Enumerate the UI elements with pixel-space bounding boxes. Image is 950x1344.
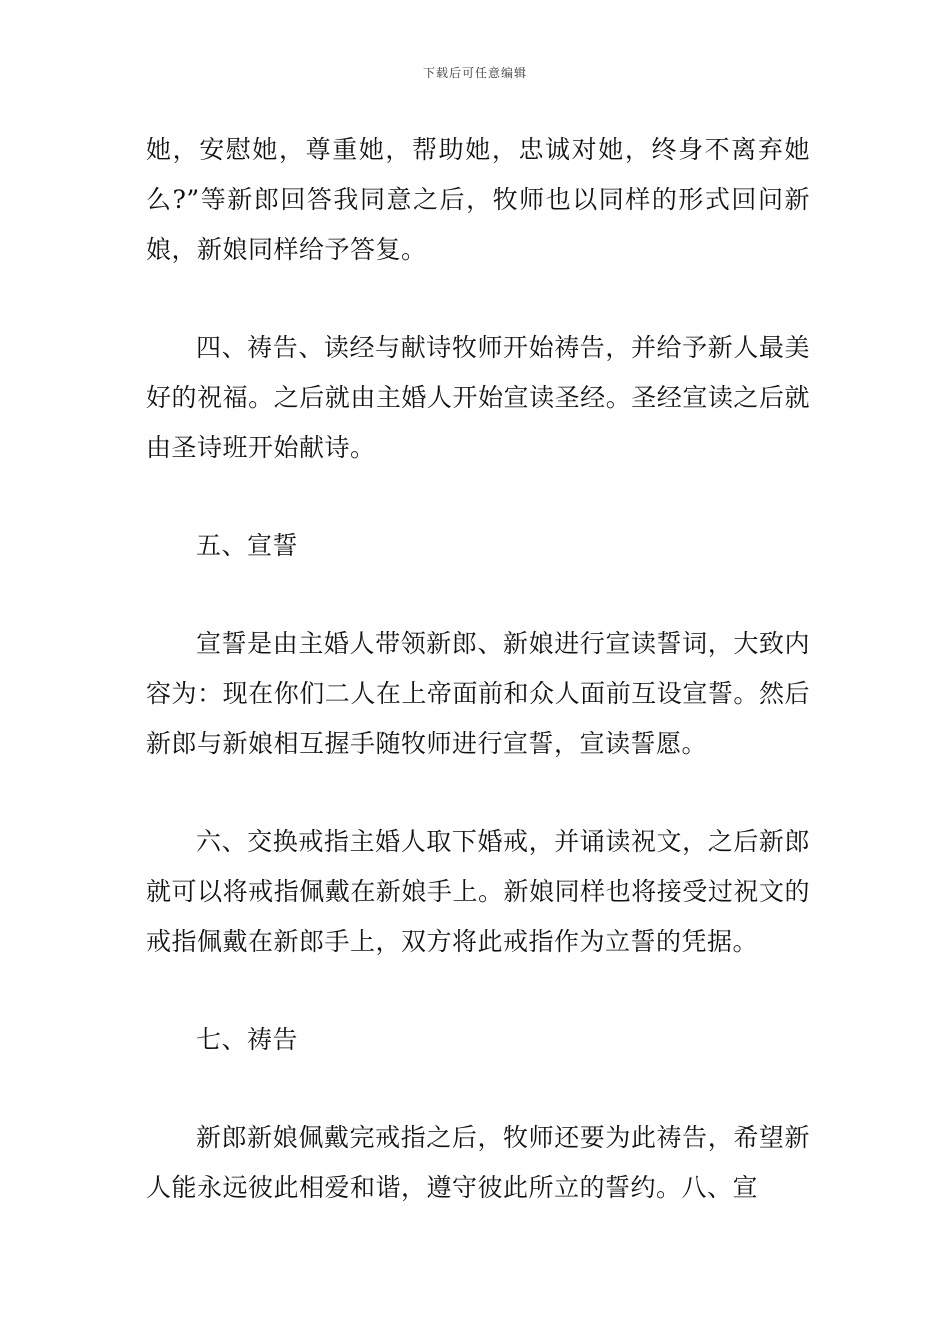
section-heading-vow: 五、宣誓 [196,531,299,560]
paragraph-gap [146,473,810,521]
paragraph-vow: 宣誓是由主婚人带领新郎、新娘进行宣读誓词，大致内容为：现在你们二人在上帝面前和众人面前互设宣誓。然后新郎与新娘相互握手随牧师进行宣誓，宣读誓愿。 [146,629,810,758]
paragraph-gap [146,275,810,323]
paragraph-continuation: 她，安慰她，尊重她，帮助她，忠诚对她，终身不离弃她么?”等新郎回答我同意之后，牧师也以同样的形式回问新娘，新娘同样给予答复。 [146,135,810,264]
paragraph-ring-exchange: 六、交换戒指主婚人取下婚戒，并诵读祝文，之后新郎就可以将戒指佩戴在新娘手上。新娘同样也将接受过祝文的戒指佩戴在新郎手上，双方将此戒指作为立誓的凭据。 [146,827,810,956]
paragraph-gap [146,1065,810,1113]
paragraph-prayer-reading: 四、祷告、读经与献诗牧师开始祷告，并给予新人最美好的祝福。之后就由主婚人开始宣读圣经。圣经宣读之后就由圣诗班开始献诗。 [146,333,810,462]
paragraph-final-prayer: 新郎新娘佩戴完戒指之后，牧师还要为此祷告，希望新人能永远彼此相爱和谐，遵守彼此所立的誓约。八、宣 [146,1123,810,1202]
paragraph-gap [146,571,810,619]
section-heading-prayer: 七、祷告 [196,1025,299,1054]
paragraph-gap [146,769,810,817]
page-header: 下载后可任意编辑 [422,66,527,80]
document-body [146,125,810,1213]
paragraph-gap [146,967,810,1015]
